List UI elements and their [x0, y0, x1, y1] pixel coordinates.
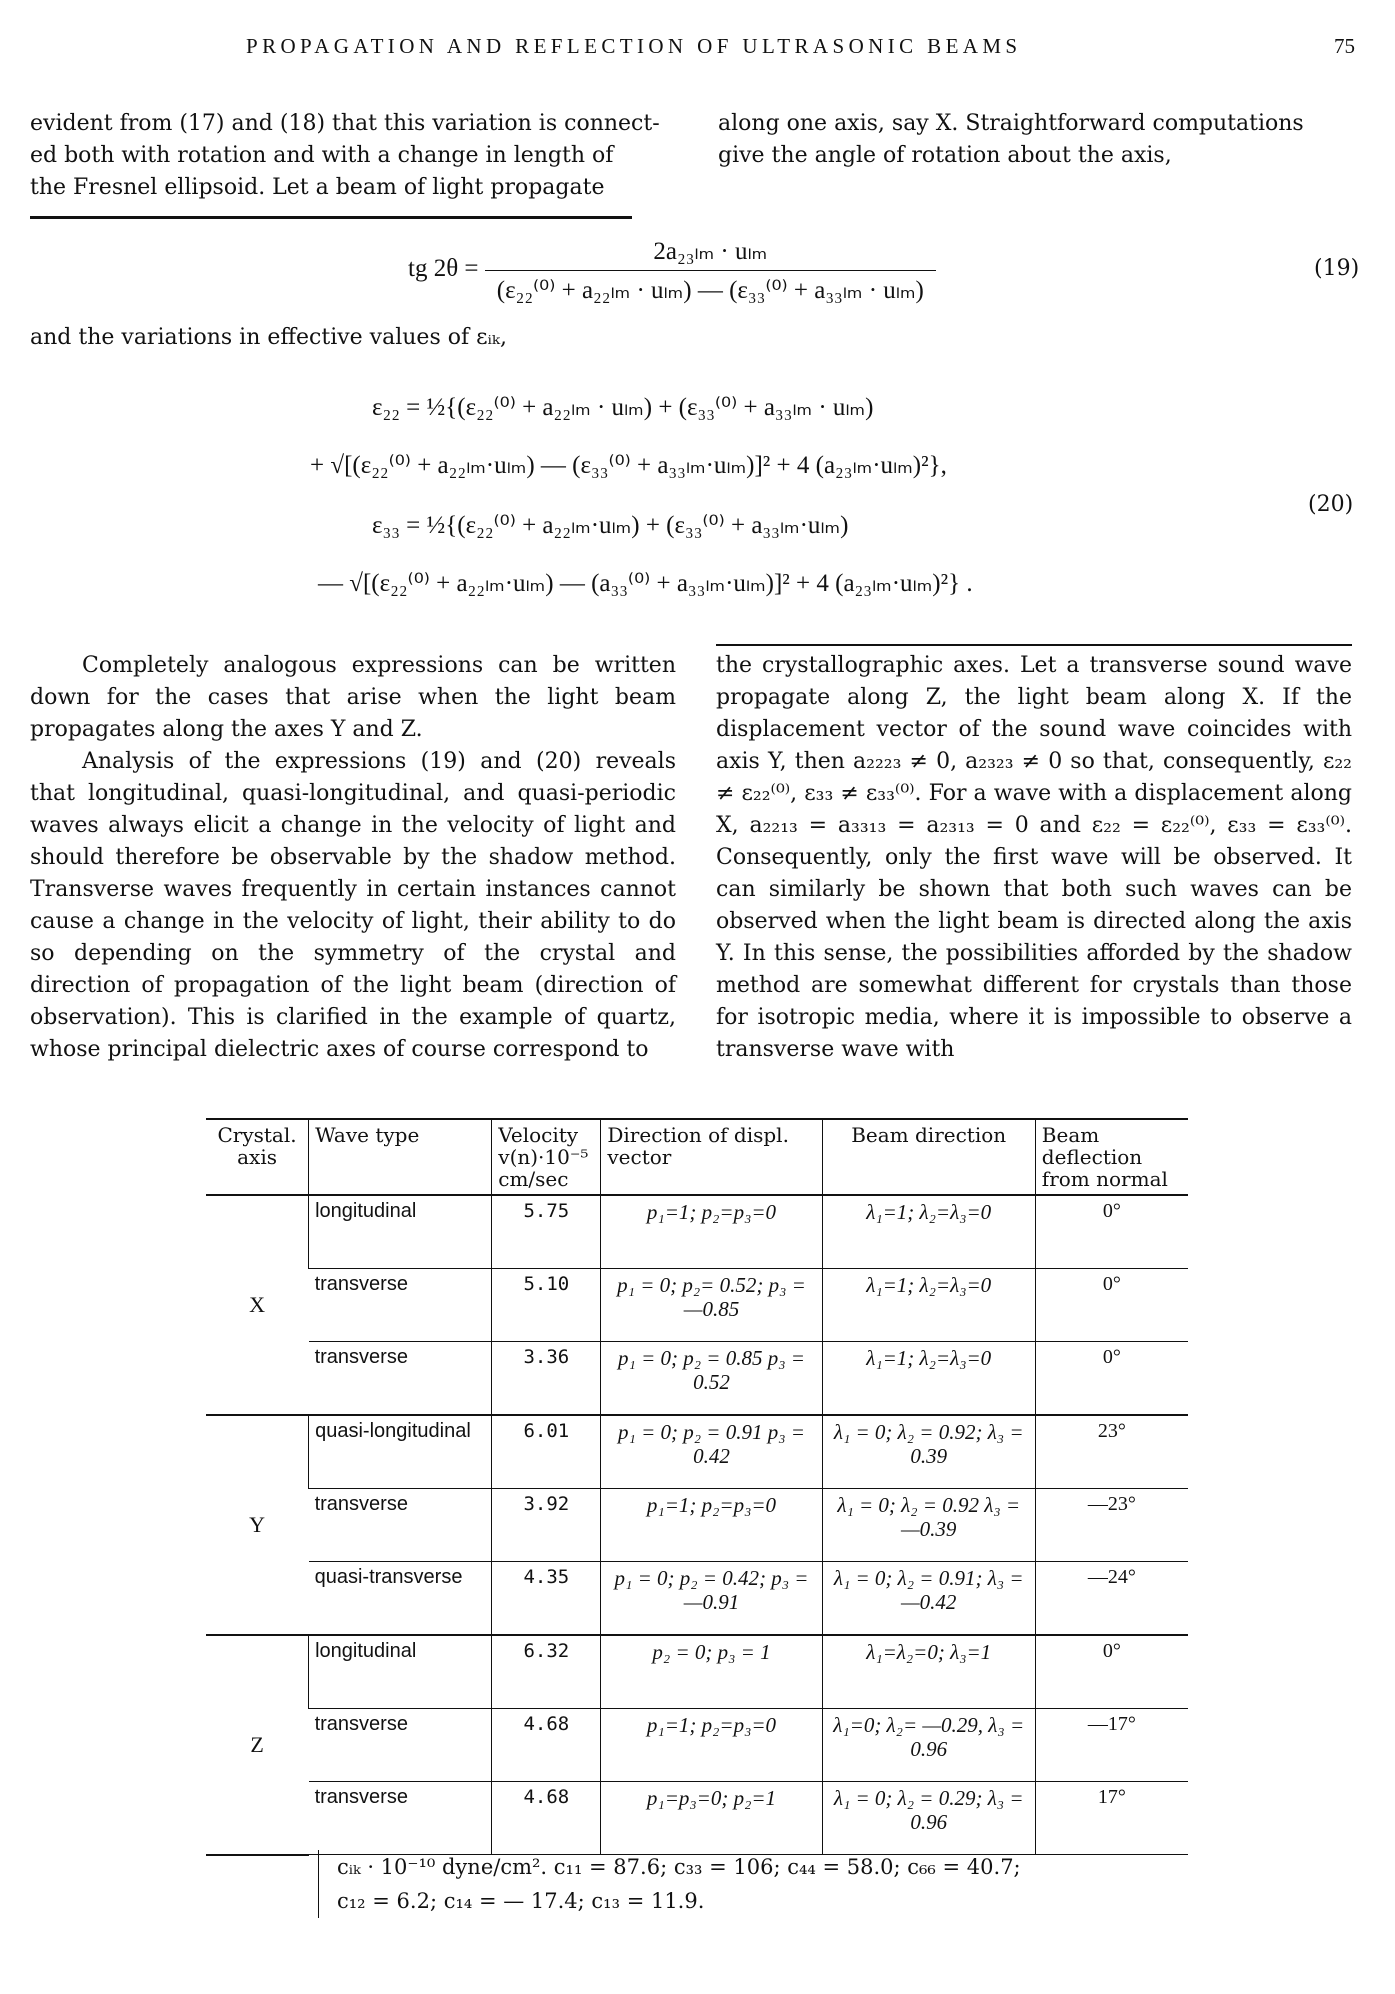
eq20-line1: ε₂₂ = ½{(ε₂₂⁽⁰⁾ + a₂₂ₗₘ · uₗₘ) + (ε₃₃⁽⁰⁾ + a₃₃ₗₘ · uₗₘ) [372, 394, 874, 421]
beam-direction-cell: λ₁=0; λ₂= —0.29, λ₃ = 0.96 [822, 1709, 1035, 1782]
column-header: Crystal. axis [206, 1119, 309, 1195]
displacement-cell: p₁ = 0; p₂ = 0.85 p₃ = 0.52 [601, 1342, 822, 1416]
axis-cell: Y [206, 1415, 309, 1635]
intro-left-line: ed both with rotation and with a change in length of [30, 143, 614, 168]
displacement-cell: p₁ = 0; p₂= 0.52; p₃ = —0.85 [601, 1269, 822, 1342]
velocity-cell: 6.01 [492, 1415, 601, 1489]
wave-type-cell: transverse [309, 1269, 492, 1342]
wave-type-cell: longitudinal [309, 1635, 492, 1709]
body-paragraph: Completely analogous expressions can be written down for the cases that arise when the light beam propagates along the axes Y and Z. [30, 653, 676, 742]
column-header: Beam direction [822, 1119, 1035, 1195]
deflection-cell: —23° [1035, 1489, 1188, 1562]
intro-right-column [718, 108, 1368, 172]
body-right-column [716, 650, 1352, 1066]
column-header: Direction of displ. vector [601, 1119, 822, 1195]
displacement-cell: p₁ = 0; p₂ = 0.91 p₃ = 0.42 [601, 1415, 822, 1489]
equation-number-19: (19) [1314, 256, 1360, 281]
velocity-cell: 6.32 [492, 1635, 601, 1709]
beam-direction-cell: λ₁ = 0; λ₂ = 0.91; λ₃ = —0.42 [822, 1562, 1035, 1636]
eq19-fraction [485, 236, 936, 305]
axis-cell: X [206, 1195, 309, 1415]
deflection-cell: 0° [1035, 1342, 1188, 1416]
beam-direction-cell: λ₁=1; λ₂=λ₃=0 [822, 1195, 1035, 1269]
column-rule [30, 216, 632, 219]
beam-direction-cell: λ₁=1; λ₂=λ₃=0 [822, 1342, 1035, 1416]
axis-cell: Z [206, 1635, 309, 1855]
velocity-cell: 3.92 [492, 1489, 601, 1562]
eq19-denominator: (ε₂₂⁽⁰⁾ + a₂₂ₗₘ · uₗₘ) — (ε₃₃⁽⁰⁾ + a₃₃ₗₘ · uₗₘ) [485, 270, 936, 305]
beam-direction-cell: λ₁ = 0; λ₂ = 0.92 λ₃ = —0.39 [822, 1489, 1035, 1562]
deflection-cell: —24° [1035, 1562, 1188, 1636]
constants-line: cᵢₖ · 10⁻¹⁰ dyne/cm². c₁₁ = 87.6; c₃₃ = 106; c₄₄ = 58.0; c₆₆ = 40.7; [337, 1855, 1021, 1879]
column-header: Beam deflection from normal [1035, 1119, 1188, 1195]
velocity-cell: 4.35 [492, 1562, 601, 1636]
equation-number-20: (20) [1308, 492, 1354, 517]
deflection-cell: —17° [1035, 1709, 1188, 1782]
constants-line: c₁₂ = 6.2; c₁₄ = — 17.4; c₁₃ = 11.9. [337, 1889, 705, 1913]
velocity-cell: 3.36 [492, 1342, 601, 1416]
column-header: Wave type [309, 1119, 492, 1195]
deflection-cell: 17° [1035, 1782, 1188, 1855]
eq19-lhs: tg 2θ = [408, 255, 479, 283]
page-number: 75 [1334, 34, 1355, 58]
table-row [206, 1269, 1188, 1342]
body-left-column [30, 650, 676, 1066]
eq19-numerator: 2a₂₃ₗₘ · uₗₘ [653, 238, 768, 265]
intro-right-line: give the angle of rotation about the axis, [718, 143, 1172, 168]
beam-direction-cell: λ₁ = 0; λ₂ = 0.92; λ₃ = 0.39 [822, 1415, 1035, 1489]
table-header-row [206, 1119, 1188, 1195]
eq20-line3: ε₃₃ = ½{(ε₂₂⁽⁰⁾ + a₂₂ₗₘ·uₗₘ) + (ε₃₃⁽⁰⁾ + a₃₃ₗₘ·uₗₘ) [372, 512, 849, 539]
table-row [206, 1195, 1188, 1269]
deflection-cell: 23° [1035, 1415, 1188, 1489]
column-header: Velocity v(n)·10⁻⁵ cm/sec [492, 1119, 601, 1195]
wave-type-cell: quasi-longitudinal [309, 1415, 492, 1489]
beam-direction-cell: λ₁=1; λ₂=λ₃=0 [822, 1269, 1035, 1342]
deflection-cell: 0° [1035, 1269, 1188, 1342]
elastic-constants [318, 1850, 1217, 1918]
table-row [206, 1709, 1188, 1782]
wave-type-cell: transverse [309, 1782, 492, 1855]
table-row [206, 1415, 1188, 1489]
beam-direction-cell: λ₁ = 0; λ₂ = 0.29; λ₃ = 0.96 [822, 1782, 1035, 1855]
equation-19 [408, 236, 936, 305]
body-paragraph: the crystallographic axes. Let a transverse sound wave propagate along Z, the light beam along X. If the displacement vector of the sound wave coincides with axis Y, then a₂₂₂₃ ≠ 0, a₂₃₂₃ ≠ 0 so that, consequently, ε₂₂ ≠ ε₂₂⁽⁰⁾, ε₃₃ ≠ ε₃₃⁽⁰⁾. For a wave with a displacement along X, a₂₂₁₃ = a₃₃₁₃ = a₂₃₁₃ = 0 and ε₂₂ = ε₂₂⁽⁰⁾, ε₃₃ = ε₃₃⁽⁰⁾. Consequently, only the first wave will be observed. It can similarly be shown that both such waves can be observed when the light beam is directed along the axis Y. In this sense, the possibilities afforded by the shadow method are somewhat different for crystals than those for isotropic media, where it is impossible to observe a transverse wave with [716, 653, 1352, 1062]
velocity-cell: 5.75 [492, 1195, 601, 1269]
running-header [0, 30, 1395, 70]
deflection-cell: 0° [1035, 1635, 1188, 1709]
deflection-cell: 0° [1035, 1195, 1188, 1269]
velocity-cell: 5.10 [492, 1269, 601, 1342]
intro-left-line: evident from (17) and (18) that this variation is connect- [30, 111, 660, 136]
displacement-cell: p₂ = 0; p₃ = 1 [601, 1635, 822, 1709]
intro-right-line: along one axis, say X. Straightforward computations [718, 111, 1304, 136]
eq20-line4: — √[(ε₂₂⁽⁰⁾ + a₂₂ₗₘ·uₗₘ) — (a₃₃⁽⁰⁾ + a₃₃ₗₘ·uₗₘ)]² + 4 (a₂₃ₗₘ·uₗₘ)²} . [318, 570, 973, 597]
wave-type-cell: transverse [309, 1342, 492, 1416]
wave-type-cell: longitudinal [309, 1195, 492, 1269]
wave-type-cell: quasi-transverse [309, 1562, 492, 1636]
intro-left-line: the Fresnel ellipsoid. Let a beam of light propagate [30, 175, 605, 200]
wave-type-cell: transverse [309, 1489, 492, 1562]
velocity-cell: 4.68 [492, 1782, 601, 1855]
table-row [206, 1489, 1188, 1562]
between-text: and the variations in effective values of εᵢₖ, [30, 325, 507, 350]
displacement-cell: p₁=1; p₂=p₃=0 [601, 1709, 822, 1782]
table-row [206, 1635, 1188, 1709]
column-rule [716, 644, 1352, 646]
eq20-line2: + √[(ε₂₂⁽⁰⁾ + a₂₂ₗₘ·uₗₘ) — (ε₃₃⁽⁰⁾ + a₃₃ₗₘ·uₗₘ)]² + 4 (a₂₃ₗₘ·uₗₘ)²}, [310, 452, 947, 479]
beam-direction-cell: λ₁=λ₂=0; λ₃=1 [822, 1635, 1035, 1709]
table-row [206, 1342, 1188, 1416]
intro-left-column [30, 108, 690, 204]
displacement-cell: p₁=p₃=0; p₂=1 [601, 1782, 822, 1855]
running-title: PROPAGATION AND REFLECTION OF ULTRASONIC BEAMS [246, 34, 1022, 58]
wave-type-cell: transverse [309, 1709, 492, 1782]
displacement-cell: p₁=1; p₂=p₃=0 [601, 1489, 822, 1562]
table-row [206, 1562, 1188, 1636]
wave-table [206, 1118, 1188, 1856]
table-row [206, 1782, 1188, 1855]
velocity-cell: 4.68 [492, 1709, 601, 1782]
displacement-cell: p₁=1; p₂=p₃=0 [601, 1195, 822, 1269]
displacement-cell: p₁ = 0; p₂ = 0.42; p₃ = —0.91 [601, 1562, 822, 1636]
body-paragraph: Analysis of the expressions (19) and (20) reveals that longitudinal, quasi-longitudinal, and quasi-periodic waves always elicit a change in the velocity of light and should therefore be observable by the shadow method. Transverse waves frequently in certain instances cannot cause a change in the velocity of light, their ability to do so depending on the symmetry of the crystal and direction of propagation of the light beam (direction of observation). This is clarified in the example of quartz, whose principal dielectric axes of course correspond to [30, 749, 676, 1062]
